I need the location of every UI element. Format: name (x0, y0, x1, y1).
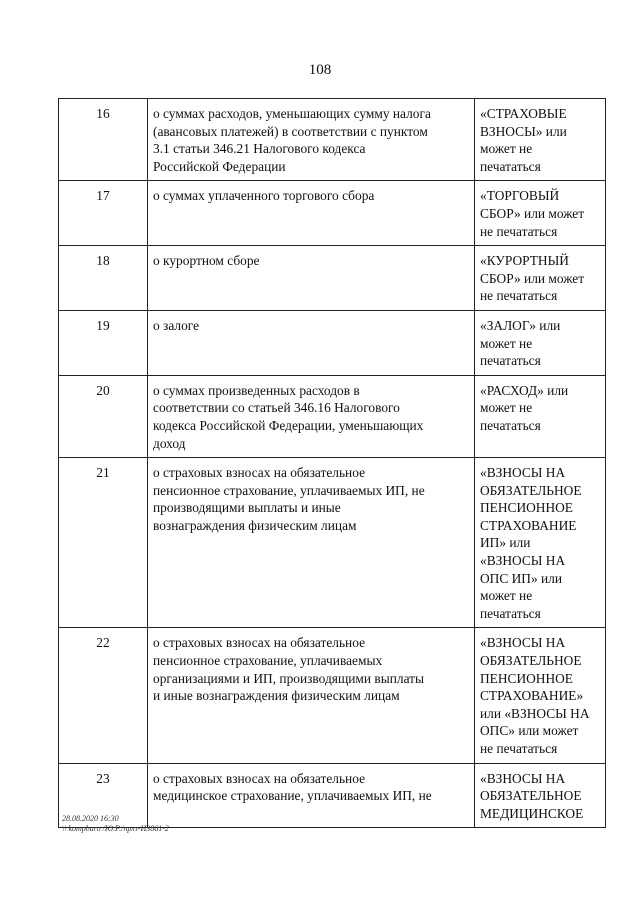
table-row (59, 458, 606, 628)
print-text-line: не печататься (480, 288, 558, 304)
document-table (58, 98, 606, 828)
description-line: о суммах уплаченного торгового сбора (153, 188, 375, 204)
print-text-line: «РАСХОД» или (480, 382, 569, 398)
print-text-line: СБОР» или может (480, 205, 585, 221)
row-print-text (475, 763, 606, 828)
print-text-line: ВЗНОСЫ» или (480, 123, 567, 139)
print-text-line: ПЕНСИОННОЕ (480, 500, 573, 516)
description-line: пенсионное страхование, уплачиваемых (153, 653, 383, 669)
description-line: о страховых взносах на обязательное (153, 465, 366, 481)
table-row (59, 246, 606, 311)
row-number: 17 (59, 181, 148, 246)
print-text-line: «ВЗНОСЫ НА (480, 635, 566, 651)
print-text-line: не печататься (480, 741, 558, 756)
print-timestamp: 28.08.2020 16:30 (62, 814, 119, 823)
description-line: о курортном сборе (153, 253, 260, 269)
print-text-line: ОПС» или может (480, 723, 579, 739)
description-line: и иные вознаграждения физическим лицам (153, 688, 400, 704)
description-line: (авансовых платежей) в соответствии с пунктом (153, 123, 428, 139)
table-row (59, 310, 606, 375)
row-number: 18 (59, 246, 148, 311)
row-description (148, 375, 475, 457)
print-text-line: ОПС ИП» или (480, 570, 563, 586)
table-row (59, 99, 606, 181)
print-text-line: может не (480, 400, 533, 416)
description-line: Российской Федерации (153, 158, 286, 174)
table-row (59, 181, 606, 246)
row-number: 20 (59, 375, 148, 457)
print-text-line: СТРАХОВАНИЕ» (480, 688, 584, 704)
print-text-line: «КУРОРТНЫЙ (480, 253, 569, 269)
print-text-line: может не (480, 588, 533, 604)
row-description (148, 310, 475, 375)
description-line: кодекса Российской Федерации, уменьшающих (153, 417, 424, 433)
print-text-line: не печататься (480, 223, 558, 239)
print-text-line: «ВЗНОСЫ НА (480, 770, 566, 786)
description-line: организациями и ИП, производящими выплаты (153, 670, 425, 686)
description-line: о залоге (153, 317, 200, 333)
row-description (148, 181, 475, 246)
print-path: \\ kompburo /Ю.Р./прлз-И3861-2 (62, 824, 169, 833)
page-number: 108 (308, 62, 332, 78)
print-footer (62, 814, 169, 834)
row-print-text (475, 375, 606, 457)
description-line: о страховых взносах на обязательное (153, 635, 366, 651)
row-print-text (475, 628, 606, 763)
description-line: о суммах расходов, уменьшающих сумму налога (153, 106, 431, 121)
print-text-line: печататься (480, 605, 541, 621)
print-text-line: «ВЗНОСЫ НА (480, 553, 566, 569)
print-text-line: печататься (480, 417, 541, 433)
row-print-text (475, 310, 606, 375)
print-text-line: «ВЗНОСЫ НА (480, 465, 566, 481)
print-text-line: ОБЯЗАТЕЛЬНОЕ (480, 482, 582, 498)
row-print-text (475, 458, 606, 628)
print-text-line: «ЗАЛОГ» или (480, 317, 561, 333)
row-print-text (475, 181, 606, 246)
description-line: производящими выплаты и иные (153, 500, 341, 516)
print-text-line: может не (480, 141, 533, 157)
row-print-text (475, 246, 606, 311)
print-text-line: «ТОРГОВЫЙ (480, 188, 560, 204)
row-number: 23 (59, 763, 148, 828)
description-line: 3.1 статьи 346.21 Налогового кодекса (153, 141, 366, 157)
row-number: 19 (59, 310, 148, 375)
print-text-line: ПЕНСИОННОЕ (480, 670, 573, 686)
table-row (59, 628, 606, 763)
print-text-line: МЕДИЦИНСКОЕ (480, 805, 584, 821)
row-description (148, 763, 475, 828)
print-text-line: «СТРАХОВЫЕ (480, 106, 567, 121)
row-description (148, 99, 475, 181)
print-text-line: СТРАХОВАНИЕ (480, 517, 577, 533)
row-number: 22 (59, 628, 148, 763)
print-text-line: может не (480, 335, 533, 351)
description-line: вознаграждения физическим лицам (153, 517, 357, 533)
row-print-text (475, 99, 606, 181)
table-row (59, 375, 606, 457)
row-description (148, 628, 475, 763)
print-text-line: печататься (480, 353, 541, 369)
description-line: о суммах произведенных расходов в (153, 382, 360, 398)
row-number: 21 (59, 458, 148, 628)
description-line: медицинское страхование, уплачиваемых ИП, не (153, 788, 432, 804)
description-line: доход (153, 435, 186, 451)
description-line: соответствии со статьей 346.16 Налогового (153, 400, 400, 416)
print-text-line: ИП» или (480, 535, 531, 551)
description-line: о страховых взносах на обязательное (153, 770, 366, 786)
table-body (59, 99, 606, 828)
description-line: пенсионное страхование, уплачиваемых ИП, не (153, 482, 425, 498)
row-number: 16 (59, 99, 148, 181)
row-description (148, 458, 475, 628)
print-text-line: или «ВЗНОСЫ НА (480, 705, 590, 721)
print-text-line: печататься (480, 158, 541, 174)
row-description (148, 246, 475, 311)
print-text-line: ОБЯЗАТЕЛЬНОЕ (480, 788, 582, 804)
print-text-line: ОБЯЗАТЕЛЬНОЕ (480, 653, 582, 669)
print-text-line: СБОР» или может (480, 270, 585, 286)
